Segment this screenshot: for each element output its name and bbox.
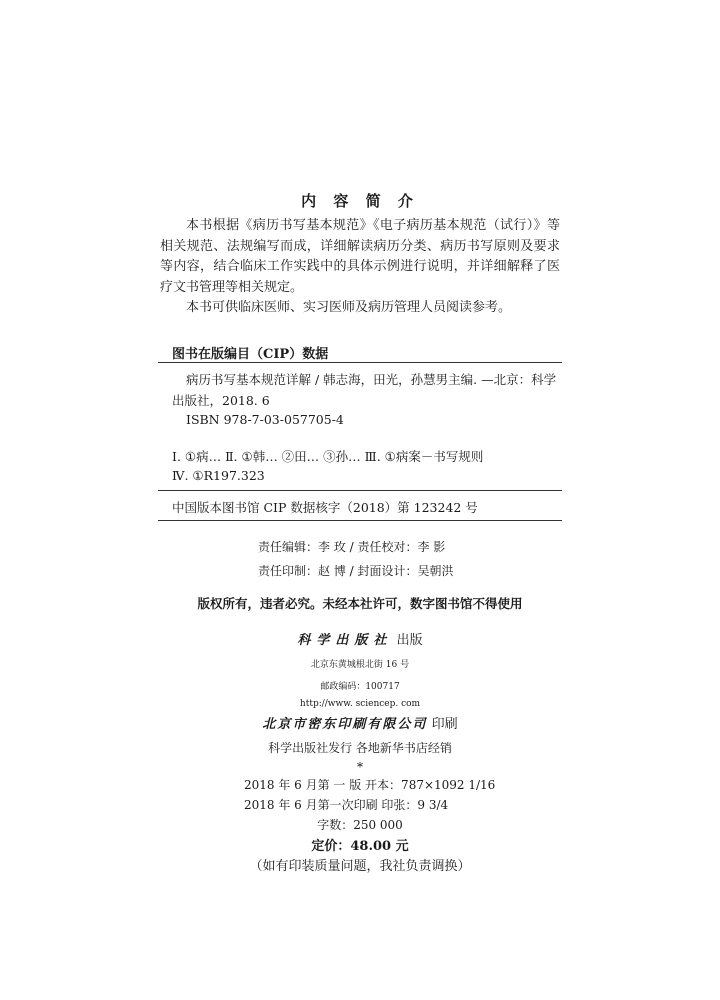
cip-isbn: ISBN 978-7-03-057705-4 bbox=[186, 412, 344, 427]
printer-line bbox=[0, 713, 720, 732]
publisher-address: 北京东黄城根北街 16 号 bbox=[310, 660, 410, 670]
cip-entry-line-1: 病历书写基本规范详解 / 韩志海，田光，孙慧男主编. —北京：科学 bbox=[186, 372, 557, 387]
summary-paragraph-2: 本书可供临床医师、实习医师及病历管理人员阅读参考。 bbox=[186, 300, 512, 315]
publisher-line bbox=[0, 629, 720, 648]
publisher-name: 科学出版社 bbox=[297, 633, 393, 648]
cip-entry-line-2: 出版社，2018. 6 bbox=[172, 393, 270, 408]
copyright-notice: 版权所有，违者必究。未经本社许可，数字图书馆不得使用 bbox=[197, 596, 523, 611]
cip-top-rule bbox=[158, 362, 562, 363]
publisher-suffix: 出版 bbox=[396, 633, 423, 648]
cip-record-rule bbox=[158, 520, 562, 521]
publisher-postcode: 邮政编码：100717 bbox=[320, 682, 400, 692]
printer-name: 北京市密东印刷有限公司 bbox=[262, 717, 428, 732]
printer-suffix: 印刷 bbox=[431, 717, 458, 732]
quality-note: （如有印装质量问题，我社负责调换） bbox=[249, 859, 471, 874]
edition-line-2: 2018 年 6 月第一次印刷 印张：9 3/4 bbox=[244, 798, 449, 812]
cip-bottom-rule bbox=[158, 490, 562, 491]
edition-line-1: 2018 年 6 月第 一 版 开本：787×1092 1/16 bbox=[244, 778, 496, 792]
publisher-url: http://www. sciencep. com bbox=[299, 699, 421, 709]
price: 定价：48.00 元 bbox=[311, 839, 409, 854]
cip-classification-2: Ⅳ. ①R197.323 bbox=[172, 468, 265, 483]
cip-record-number: 中国版本图书馆 CIP 数据核字（2018）第 123242 号 bbox=[172, 500, 478, 515]
divider-asterisk: * bbox=[357, 760, 363, 774]
summary-paragraph-1: 本书根据《病历书写基本规范》《电子病历基本规范（试行）》等相关规范、法规编写而成，详细解读病历分类、病历书写原则及要求等内容，结合临床工作实践中的具体示例进行说明，并详细解释了医疗文书管理等相关规定。 bbox=[160, 218, 560, 295]
summary-title: 内 容 简 介 bbox=[301, 192, 419, 210]
cip-classification-1: Ⅰ. ①病… Ⅱ. ①韩… ②田… ③孙… Ⅲ. ①病案－书写规则 bbox=[172, 449, 484, 464]
credits-print-design: 责任印制：赵 博 / 封面设计：吴朝洪 bbox=[258, 564, 454, 578]
distribution-line: 科学出版社发行 各地新华书店经销 bbox=[268, 741, 452, 755]
word-count: 字数：250 000 bbox=[317, 818, 403, 832]
cip-heading: 图书在版编目（CIP）数据 bbox=[172, 347, 329, 362]
credits-editors: 责任编辑：李 玫 / 责任校对：李 影 bbox=[258, 540, 446, 554]
